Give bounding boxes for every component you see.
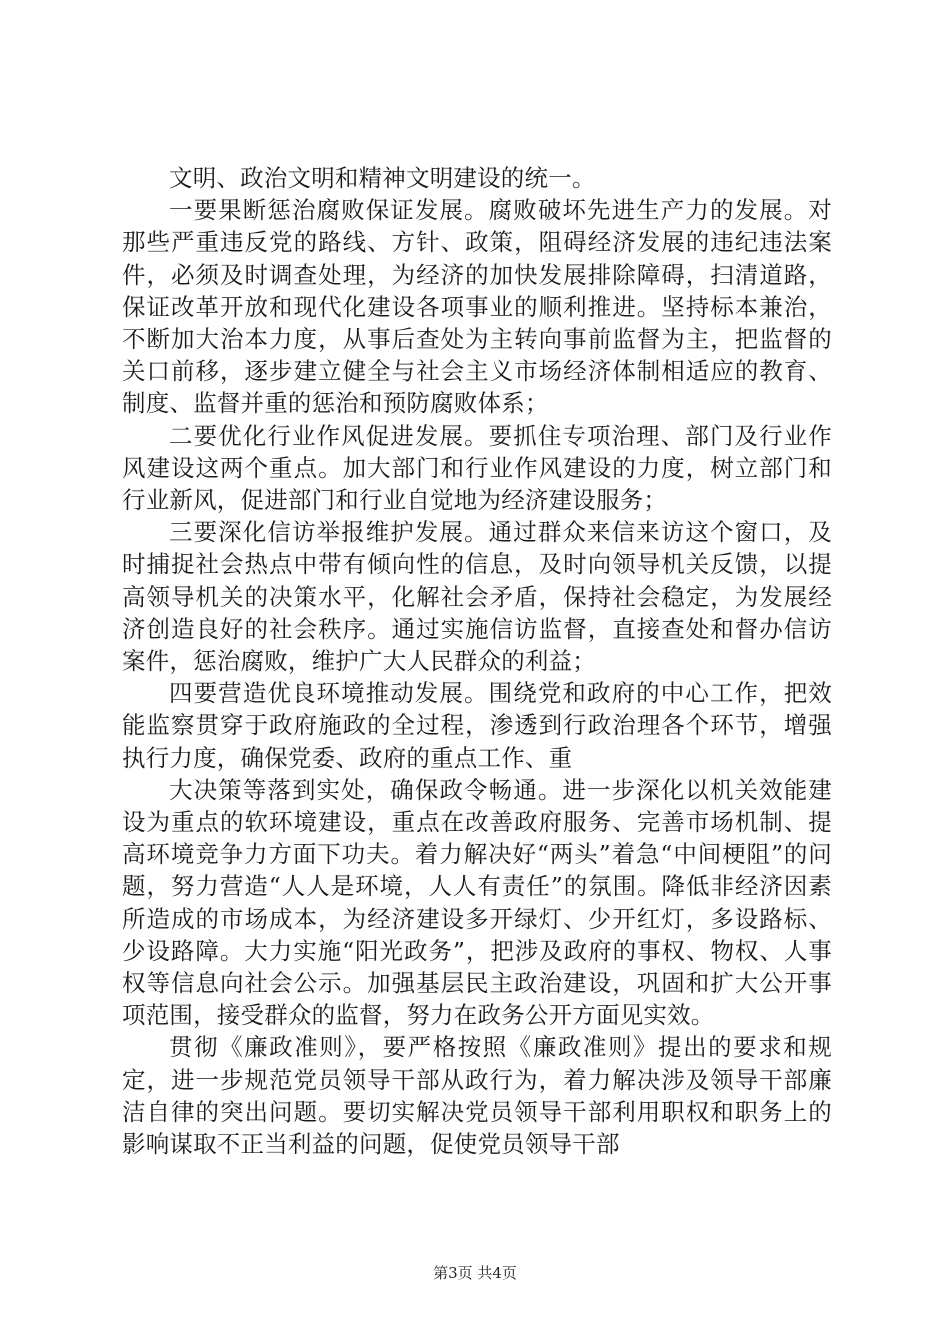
paragraph-3: 二要优化行业作风促进发展。要抓住专项治理、部门及行业作风建设这两个重点。加大部门和行业作风建设的力度，树立部门和行业新风，促进部门和行业自觉地为经济建设服务； [122, 421, 832, 515]
page-footer: 第3页 共4页 [433, 1264, 517, 1282]
document-body [122, 162, 832, 1160]
paragraph-2: 一要果断惩治腐败保证发展。腐败破坏先进生产力的发展。对那些严重违反党的路线、方针、政策，阻碍经济发展的违纪违法案件，必须及时调查处理，为经济的加快发展排除障碍，扫清道路，保证改革开放和现代化建设各项事业的顺利推进。坚持标本兼治，不断加大治本力度，从事后查处为主转向事前监督为主，把监督的关口前移，逐步建立健全与社会主义市场经济体制相适应的教育、制度、监督并重的惩治和预防腐败体系； [122, 196, 832, 418]
paragraph-5: 四要营造优良环境推动发展。围绕党和政府的中心工作，把效能监察贯穿于政府施政的全过程，渗透到行政治理各个环节，增强执行力度，确保党委、政府的重点工作、重 [122, 679, 832, 772]
paragraph-6: 大决策等落到实处，确保政令畅通。进一步深化以机关效能建设为重点的软环境建设，重点在改善政府服务、完善市场机制、提高环境竞争力方面下功夫。着力解决好“两头”着急“中间梗阻”的问题，努力营造“人人是环境，人人有责任”的氛围。降低非经济因素所造成的市场成本，为经济建设多开绿灯、少开红灯，多设路标、少设路障。大力实施“阳光政务”，把涉及政府的事权、物权、人事权等信息向社会公示。加强基层民主政治建设，巩固和扩大公开事项范围，接受群众的监督，努力在政务公开方面见实效。 [122, 775, 832, 1030]
paragraph-7: 贯彻《廉政准则》，要严格按照《廉政准则》提出的要求和规定，进一步规范党员领导干部从政行为，着力解决涉及领导干部廉洁自律的突出问题。要切实解决党员领导干部利用职权和职务上的影响谋取不正当利益的问题，促使党员领导干部 [122, 1033, 832, 1159]
paragraph-1: 文明、政治文明和精神文明建设的统一。 [169, 164, 596, 192]
paragraph-4: 三要深化信访举报维护发展。通过群众来信来访这个窗口，及时捕捉社会热点中带有倾向性的信息，及时向领导机关反馈，以提高领导机关的决策水平，化解社会矛盾，保持社会稳定，为发展经济创造良好的社会秩序。通过实施信访监督，直接查处和督办信访案件，惩治腐败，维护广大人民群众的利益； [122, 518, 832, 676]
